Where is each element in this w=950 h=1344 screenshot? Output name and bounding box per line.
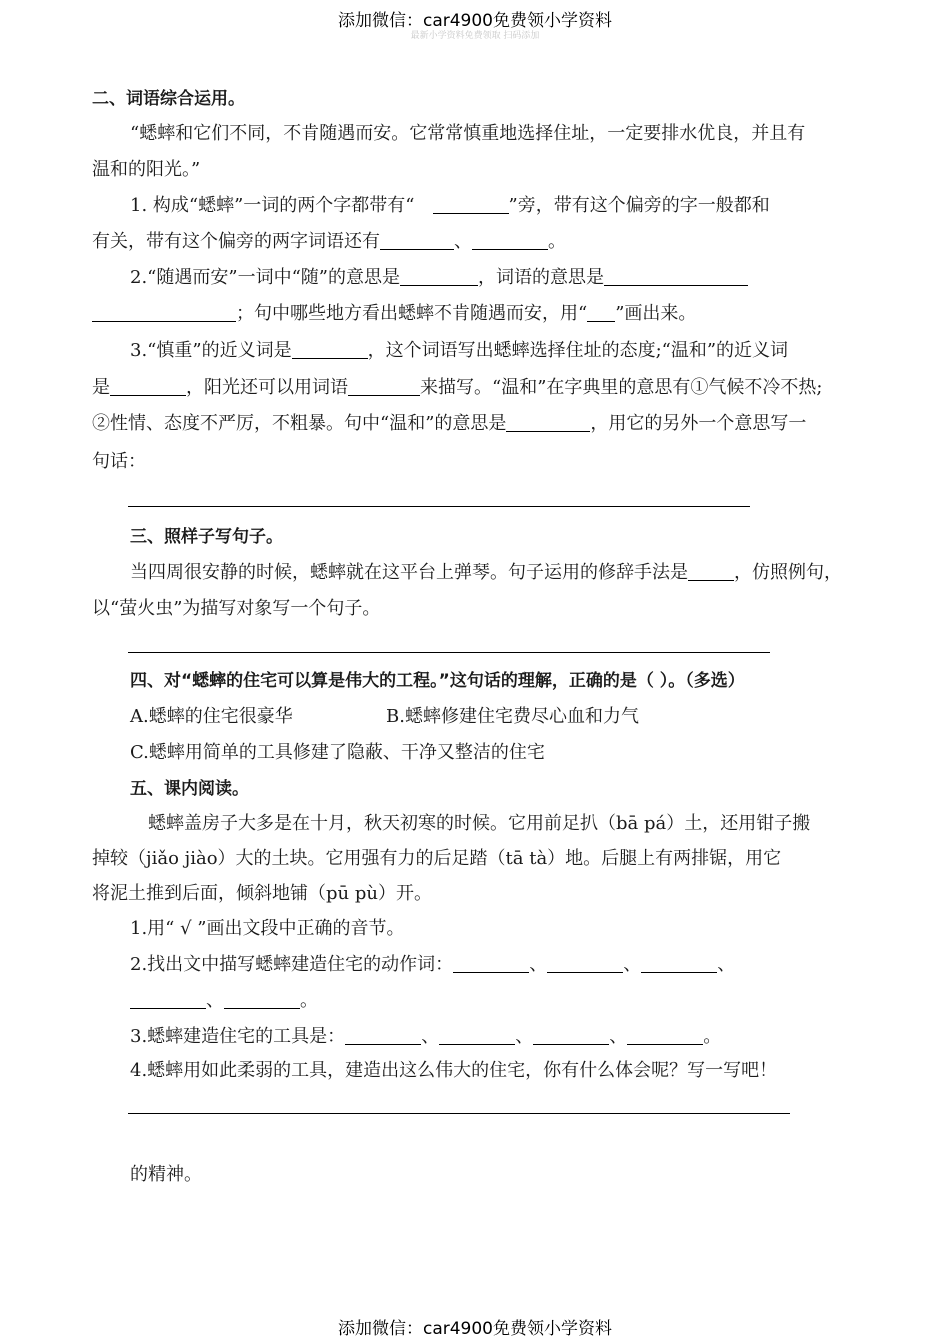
q3-text-f: ②性情、态度不严厉，不粗暴。句中“温和”的意思是 bbox=[92, 413, 507, 434]
separator: 、 bbox=[421, 1026, 440, 1047]
q1-text-c: 有关，带有这个偏旁的两字词语还有 bbox=[92, 231, 380, 252]
header-banner: 添加微信：car4900免费领小学资料 bbox=[337, 11, 613, 31]
q3-word-blank[interactable] bbox=[348, 377, 420, 396]
q3-text-d: ，阳光还可以用词语 bbox=[186, 377, 348, 398]
s3-answer-line[interactable] bbox=[128, 652, 770, 653]
s5-q4: 4.蟋蟀用如此柔弱的工具，建造出这么伟大的住宅，你有什么体会呢？写一写吧！ bbox=[130, 1060, 778, 1081]
q2-underline-mark bbox=[587, 303, 615, 322]
q2-meaning-blank[interactable] bbox=[400, 267, 478, 286]
q3-text-a: 3.“慎重”的近义词是 bbox=[130, 340, 292, 361]
section-3-title: 三、照样子写句子。 bbox=[130, 527, 283, 547]
q2-phrase-meaning-blank[interactable] bbox=[604, 267, 748, 286]
quote-line-1: “蟋蟀和它们不同，不肯随遇而安。它常常慎重地选择住址，一定要排水优良，并且有 bbox=[130, 123, 806, 144]
q3-text-c: 是 bbox=[92, 377, 110, 398]
q2-text-b: ，词语的意思是 bbox=[477, 267, 604, 288]
q1-word-blank-1[interactable] bbox=[380, 231, 454, 250]
s3-line-1 bbox=[130, 560, 842, 586]
separator: 、 bbox=[609, 1026, 628, 1047]
s3-line-2: 以“萤火虫”为描写对象写一个句子。 bbox=[92, 598, 381, 619]
q1-text-a: 1. 构成“蟋蟀”一词的两个字都带有“ bbox=[130, 195, 415, 216]
section-4-title: 四、对“蟋蟀的住宅可以算是伟大的工程。”这句话的理解，正确的是（ ）。（多选） bbox=[130, 671, 745, 691]
period: 。 bbox=[703, 1026, 722, 1047]
separator: 、 bbox=[623, 954, 642, 975]
passage-line-2: 掉较（jiǎo jiào）大的土块。它用强有力的后足踏（tā tà）地。后腿上有两排锯，用它 bbox=[92, 848, 782, 869]
s3-rhetoric-blank[interactable] bbox=[688, 562, 734, 581]
s5-tail-text: 的精神。 bbox=[130, 1164, 202, 1185]
q1-text-b: ”旁，带有这个偏旁的字一般都和 bbox=[508, 195, 770, 216]
separator: 、 bbox=[206, 990, 224, 1011]
option-a[interactable]: A.蟋蟀的住宅很豪华 bbox=[130, 706, 293, 727]
s5-q2-line-2 bbox=[130, 988, 318, 1014]
q3-meaning-blank[interactable] bbox=[506, 413, 590, 432]
q2-text-c: ；句中哪些地方看出蟋蟀不肯随遇而安，用“ bbox=[236, 303, 588, 324]
q3-synonym-blank-2[interactable] bbox=[110, 377, 186, 396]
separator: 、 bbox=[717, 954, 736, 975]
s5-q1: 1.用“ √ ”画出文段中正确的音节。 bbox=[130, 918, 405, 939]
verb-blank-3[interactable] bbox=[641, 954, 717, 973]
s5-q3-line bbox=[130, 1024, 721, 1050]
footer-banner: 添加微信：car4900免费领小学资料 bbox=[337, 1319, 613, 1339]
q3-line-3 bbox=[92, 411, 806, 437]
q3-answer-line[interactable] bbox=[128, 506, 750, 507]
s5-q3-text: 3.蟋蟀建造住宅的工具是： bbox=[130, 1026, 346, 1047]
passage-line-1: 蟋蟀盖房子大多是在十月，秋天初寒的时候。它用前足扒（bā pá）土，还用钳子搬 bbox=[148, 813, 811, 834]
q3-text-e: 来描写。“温和”在字典里的意思有①气候不冷不热; bbox=[420, 377, 823, 398]
option-c[interactable]: C.蟋蟀用简单的工具修建了隐蔽、干净又整洁的住宅 bbox=[130, 742, 545, 763]
verb-blank-1[interactable] bbox=[453, 954, 529, 973]
s5-q2-line-1 bbox=[130, 952, 735, 978]
period: 。 bbox=[300, 990, 318, 1011]
q1-radical-blank[interactable] bbox=[433, 195, 509, 214]
q3-line-1 bbox=[130, 338, 788, 364]
section-5-title: 五、课内阅读。 bbox=[130, 779, 249, 799]
q1-line-2 bbox=[92, 229, 566, 255]
q2-text-a: 2.“随遇而安”一词中“随”的意思是 bbox=[130, 267, 400, 288]
q3-text-g: ，用它的另外一个意思写一 bbox=[590, 413, 807, 434]
verb-blank-4[interactable] bbox=[130, 990, 206, 1009]
passage-line-3: 将泥土推到后面，倾斜地铺（pū pù）开。 bbox=[92, 883, 432, 904]
verb-blank-5[interactable] bbox=[224, 990, 300, 1009]
q3-line-4: 句话： bbox=[92, 451, 146, 472]
separator: 、 bbox=[454, 231, 472, 252]
s3-text-a: 当四周很安静的时候，蟋蟀就在这平台上弹琴。句子运用的修辞手法是 bbox=[130, 562, 688, 583]
verb-blank-2[interactable] bbox=[547, 954, 623, 973]
s5-q4-answer-line[interactable] bbox=[128, 1113, 790, 1114]
separator: 、 bbox=[529, 954, 548, 975]
q1-word-blank-2[interactable] bbox=[472, 231, 548, 250]
tool-blank-1[interactable] bbox=[345, 1026, 421, 1045]
q3-line-2 bbox=[92, 375, 822, 401]
q3-synonym-blank-1[interactable] bbox=[292, 340, 368, 359]
tool-blank-3[interactable] bbox=[533, 1026, 609, 1045]
tool-blank-2[interactable] bbox=[439, 1026, 515, 1045]
header-watermark-text: 最新小学资料免费领取 扫码添加 bbox=[410, 31, 540, 41]
tool-blank-4[interactable] bbox=[627, 1026, 703, 1045]
separator: 、 bbox=[515, 1026, 534, 1047]
quote-line-2: 温和的阳光。” bbox=[92, 159, 201, 180]
q1-line-1 bbox=[130, 193, 770, 219]
q3-text-b: ，这个词语写出蟋蟀选择住址的态度;“温和”的近义词 bbox=[367, 340, 789, 361]
section-2-title: 二、词语综合运用。 bbox=[92, 89, 245, 109]
option-b[interactable]: B.蟋蟀修建住宅费尽心血和力气 bbox=[386, 706, 639, 727]
q2-text-d: ”画出来。 bbox=[615, 303, 697, 324]
s5-q2-text: 2.找出文中描写蟋蟀建造住宅的动作词： bbox=[130, 954, 454, 975]
q2-line-2 bbox=[92, 301, 696, 327]
q2-phrase-meaning-blank-cont[interactable] bbox=[92, 303, 236, 322]
q2-line-1 bbox=[130, 265, 748, 291]
s3-text-b: ，仿照例句， bbox=[734, 562, 842, 583]
period: 。 bbox=[548, 231, 566, 252]
